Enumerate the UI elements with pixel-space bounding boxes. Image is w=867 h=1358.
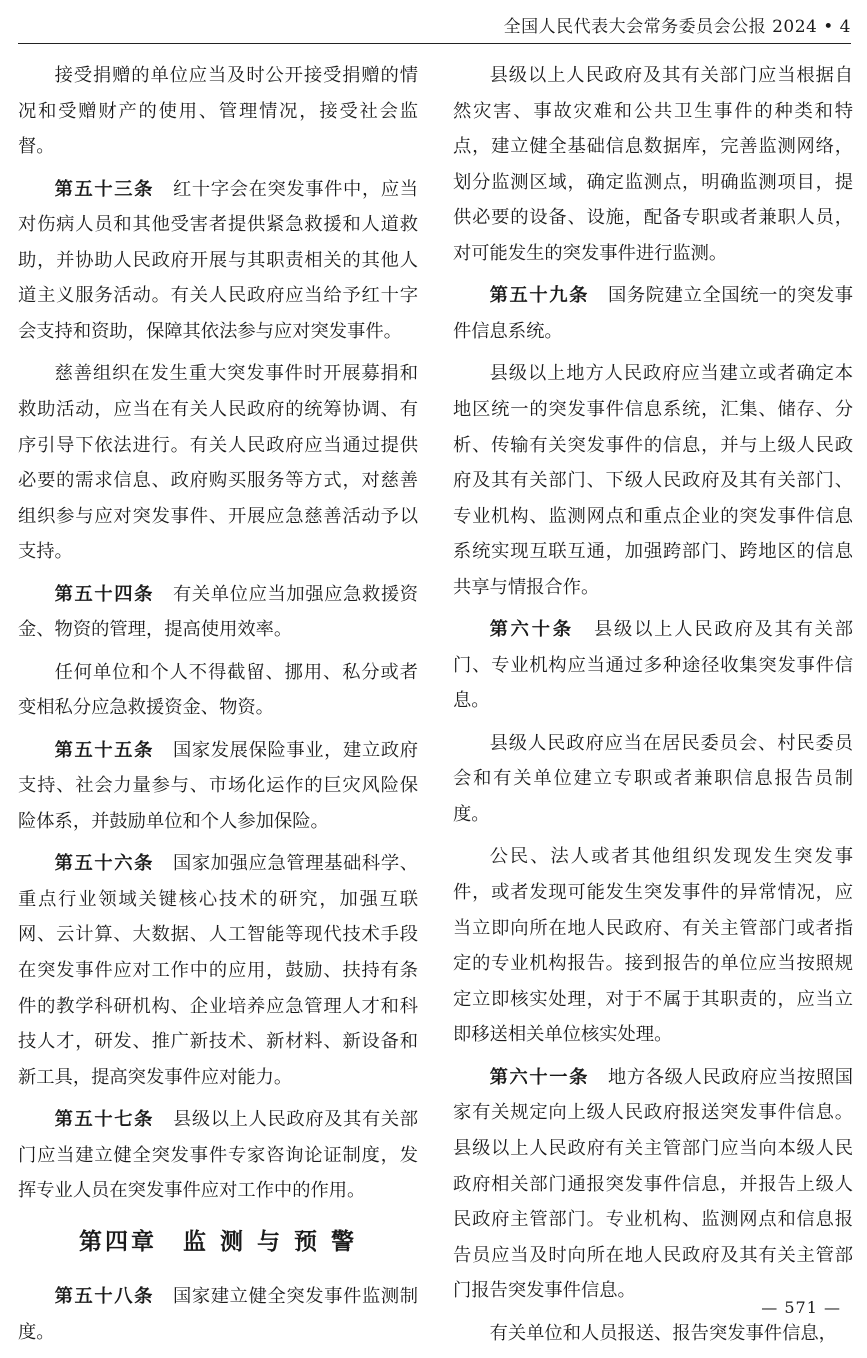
article-text: 国家发展保险事业，建立政府支持、社会力量参与、市场化运作的巨灾风险保险体系，并鼓励单位和个人参加保险。 <box>18 739 419 832</box>
article-60 <box>453 612 853 719</box>
article-label: 第五十九条 <box>489 285 590 307</box>
journal-title: 全国人民代表大会常务委员会公报 2024 • 4 <box>503 17 851 37</box>
paragraph: 公民、法人或者其他组织发现发生突发事件，或者发现可能发生突发事件的异常情况，应当立即向所在地人民政府、有关主管部门或者指定的专业机构报告。接到报告的单位应当按照规定立即核实处理，对于不属于其职责的，应当立即移送相关单位核实处理。 <box>453 846 853 1046</box>
article-text: 县级以上人民政府及其有关部门、专业机构应当通过多种途径收集突发事件信息。 <box>453 619 854 712</box>
paragraph: 县级人民政府应当在居民委员会、村民委员会和有关单位建立专职或者兼职信息报告员制度。 <box>453 732 853 826</box>
article-61 <box>453 1060 853 1309</box>
article-label: 第五十五条 <box>54 739 155 761</box>
article-label: 第五十六条 <box>54 853 155 875</box>
chapter-heading: 第四章 监 测 与 预 警 <box>78 1228 358 1255</box>
paragraph: 县级以上地方人民政府应当建立或者确定本地区统一的突发事件信息系统，汇集、储存、分析、传输有关突发事件的信息，并与上级人民政府及其有关部门、下级人民政府及其有关部门、专业机构、监测网点和重点企业的突发事件信息系统实现互联互通，加强跨部门、跨地区的信息共享与情报合作。 <box>453 363 853 598</box>
article-56 <box>18 846 418 1095</box>
article-text: 红十字会在突发事件中，应当对伤病人员和其他受害者提供紧急救援和人道救助，并协助人民政府开展与其职责相关的其他人道主义服务活动。有关人民政府应当给予红十字会支持和资助，保障其依法参与应对突发事件。 <box>18 178 419 342</box>
paragraph: 接受捐赠的单位应当及时公开接受捐赠的情况和受赠财产的使用、管理情况，接受社会监督。 <box>18 65 418 158</box>
right-column <box>453 58 853 1358</box>
article-text: 国家加强应急管理基础科学、重点行业领域关键核心技术的研究，加强互联网、云计算、大数据、人工智能等现代技术手段在突发事件应对工作中的应用，鼓励、扶持有条件的教学科研机构、企业培养应急管理人才和科技人才，研发、推广新技术、新材料、新设备和新工具，提高突发事件应对能力。 <box>18 853 419 1088</box>
article-label: 第五十四条 <box>54 583 155 605</box>
paragraph: 有关单位和人员报送、报告突发事件信息， <box>489 1322 837 1344</box>
article-text: 县级以上人民政府及其有关部门应当建立健全突发事件专家咨询论证制度，发挥专业人员在突发事件应对工作中的作用。 <box>18 1109 419 1202</box>
article-label: 第五十三条 <box>54 178 155 200</box>
page-number: — 571 — <box>761 1298 841 1317</box>
article-55 <box>18 733 418 840</box>
left-column <box>18 58 418 1357</box>
article-58 <box>18 1279 418 1350</box>
article-text: 国务院建立全国统一的突发事件信息系统。 <box>453 285 854 342</box>
article-label: 第五十七条 <box>54 1109 155 1131</box>
page-header <box>18 14 851 44</box>
paragraph: 任何单位和个人不得截留、挪用、私分或者变相私分应急救援资金、物资。 <box>18 661 418 719</box>
article-label: 第六十条 <box>489 619 574 641</box>
article-57 <box>18 1102 418 1209</box>
article-label: 第六十一条 <box>489 1066 590 1088</box>
paragraph: 慈善组织在发生重大突发事件时开展募捐和救助活动，应当在有关人民政府的统筹协调、有序引导下依法进行。有关人民政府应当通过提供必要的需求信息、政府购买服务等方式，对慈善组织参与应对突发事件、开展应急慈善活动予以支持。 <box>18 363 418 563</box>
article-text: 国家建立健全突发事件监测制度。 <box>18 1285 419 1343</box>
article-label: 第五十八条 <box>54 1285 155 1307</box>
article-text: 有关单位应当加强应急救援资金、物资的管理，提高使用效率。 <box>18 583 419 641</box>
article-text: 地方各级人民政府应当按照国家有关规定向上级人民政府报送突发事件信息。县级以上人民政府有关主管部门应当向本级人民政府相关部门通报突发事件信息，并报告上级人民政府主管部门。专业机构、监测网点和信息报告员应当及时向所在地人民政府及其有关主管部门报告突发事件信息。 <box>453 1066 854 1302</box>
article-54 <box>18 577 418 648</box>
paragraph: 县级以上人民政府及其有关部门应当根据自然灾害、事故灾难和公共卫生事件的种类和特点，建立健全基础信息数据库，完善监测网络，划分监测区域，确定监测点，明确监测项目，提供必要的设备、设施，配备专职或者兼职人员，对可能发生的突发事件进行监测。 <box>453 65 853 264</box>
article-59 <box>453 278 853 349</box>
article-53 <box>18 172 418 350</box>
